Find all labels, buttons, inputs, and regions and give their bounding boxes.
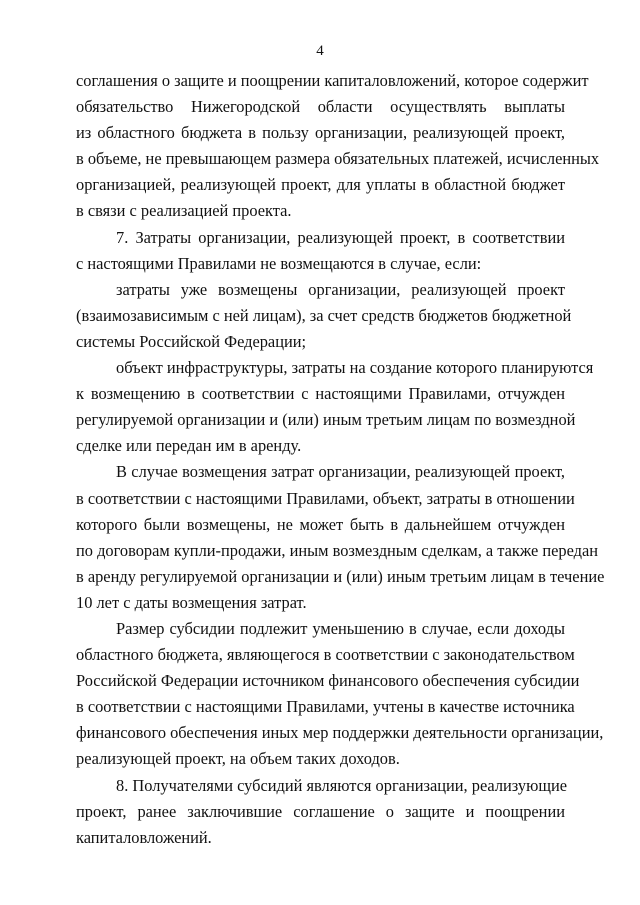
text-line: обязательство Нижегородской области осуществлять выплаты <box>76 97 565 117</box>
text-line: которого были возмещены, не может быть в дальнейшем отчужден <box>76 514 565 534</box>
text-line: Размер субсидии подлежит уменьшению в случае, если доходы <box>116 618 565 638</box>
page-number: 4 <box>316 43 324 59</box>
text-line: по договорам купли-продажи, иным возмездным сделкам, а также передан <box>76 540 599 560</box>
document-body <box>76 68 605 851</box>
text-line: сделке или передан им в аренду. <box>76 436 302 456</box>
text-line: В случае возмещения затрат организации, реализующей проект, <box>116 462 565 482</box>
text-line: в связи с реализацией проекта. <box>76 201 292 221</box>
text-line: в аренду регулируемой организации и (или) иным третьим лицам в течение <box>76 566 605 586</box>
text-line: системы Российской Федерации; <box>76 331 307 351</box>
text-line: финансового обеспечения иных мер поддержки деятельности организации, <box>76 723 604 743</box>
text-line: в объеме, не превышающем размера обязательных платежей, исчисленных <box>76 149 600 169</box>
text-line: проект, ранее заключившие соглашение о защите и поощрении <box>76 801 565 821</box>
text-line: реализующей проект, на объем таких доходов. <box>76 749 400 769</box>
text-line: (взаимозависимым с ней лицам), за счет средств бюджетов бюджетной <box>76 305 572 325</box>
text-line: областного бюджета, являющегося в соответствии с законодательством <box>76 645 575 665</box>
text-line: Российской Федерации источником финансового обеспечения субсидии <box>76 671 580 691</box>
text-line: организацией, реализующей проект, для уплаты в областной бюджет <box>76 175 565 195</box>
text-line: соглашения о защите и поощрении капиталовложений, которое содержит <box>76 71 589 90</box>
text-line: с настоящими Правилами не возмещаются в случае, если: <box>76 253 482 273</box>
text-line: к возмещению в соответствии с настоящими Правилами, отчужден <box>76 384 565 404</box>
text-line: 10 лет с даты возмещения затрат. <box>76 592 307 612</box>
text-line: в соответствии с настоящими Правилами, учтены в качестве источника <box>76 697 575 717</box>
text-line: в соответствии с настоящими Правилами, объект, затраты в отношении <box>76 488 575 508</box>
text-line: 7. Затраты организации, реализующей проект, в соответствии <box>116 227 565 247</box>
text-line: 8. Получателями субсидий являются организации, реализующие <box>116 775 568 795</box>
text-line: регулируемой организации и (или) иным третьим лицам по возмездной <box>76 410 576 430</box>
text-line: затраты уже возмещены организации, реализующей проект <box>116 279 565 299</box>
text-line: из областного бюджета в пользу организации, реализующей проект, <box>76 123 565 143</box>
text-line: капиталовложений. <box>76 827 212 847</box>
text-line: объект инфраструктуры, затраты на создание которого планируются <box>116 358 594 378</box>
